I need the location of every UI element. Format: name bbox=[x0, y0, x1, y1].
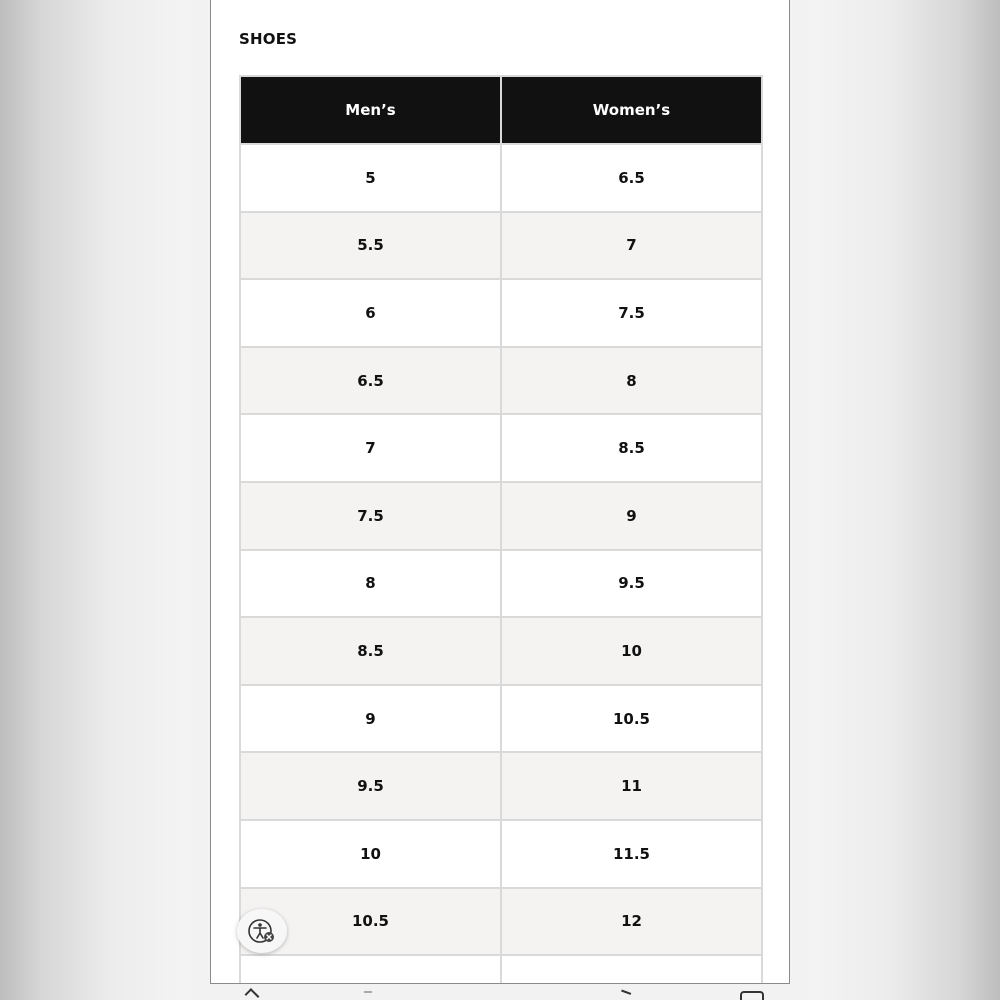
table-row bbox=[240, 212, 762, 280]
cell-mens-size: 7.5 bbox=[240, 482, 501, 550]
cell-mens-size: 5.5 bbox=[240, 212, 501, 280]
cell-mens-size: 7 bbox=[240, 414, 501, 482]
cell-womens-size: 8.5 bbox=[501, 414, 762, 482]
size-chart-panel bbox=[210, 0, 790, 984]
bottom-toolbar bbox=[0, 985, 1000, 1000]
table-row bbox=[240, 144, 762, 212]
cell-womens-size: 7 bbox=[501, 212, 762, 280]
toolbar-icon[interactable] bbox=[245, 988, 260, 1000]
cell-mens-size: 9 bbox=[240, 685, 501, 753]
cell-womens-size: 6.5 bbox=[501, 144, 762, 212]
cell-womens-size: 10.5 bbox=[501, 685, 762, 753]
cell-womens-size: 9.5 bbox=[501, 550, 762, 618]
cell-mens-size bbox=[240, 955, 501, 984]
table-row bbox=[240, 482, 762, 550]
header-womens: Women’s bbox=[501, 76, 762, 144]
toolbar-icon[interactable] bbox=[364, 991, 372, 1000]
cell-womens-size: 10 bbox=[501, 617, 762, 685]
cell-mens-size: 8 bbox=[240, 550, 501, 618]
table-row bbox=[240, 279, 762, 347]
table-row bbox=[240, 414, 762, 482]
table-row bbox=[240, 550, 762, 618]
table-row bbox=[240, 347, 762, 415]
table-row bbox=[240, 617, 762, 685]
cell-womens-size: 11.5 bbox=[501, 820, 762, 888]
cell-womens-size: 9 bbox=[501, 482, 762, 550]
accessibility-icon bbox=[247, 916, 277, 946]
cell-mens-size: 10.5 bbox=[240, 888, 501, 956]
table-row bbox=[240, 888, 762, 956]
section-title: SHOES bbox=[239, 30, 298, 48]
cell-womens-size: 7.5 bbox=[501, 279, 762, 347]
cell-mens-size: 10 bbox=[240, 820, 501, 888]
header-mens: Men’s bbox=[240, 76, 501, 144]
toolbar-icon[interactable] bbox=[740, 991, 764, 1000]
table-row bbox=[240, 820, 762, 888]
cell-womens-size: 8 bbox=[501, 347, 762, 415]
table-header-row bbox=[240, 76, 762, 144]
cell-mens-size: 8.5 bbox=[240, 617, 501, 685]
size-table bbox=[239, 75, 763, 984]
toolbar-icon[interactable] bbox=[619, 990, 631, 1000]
cell-mens-size: 9.5 bbox=[240, 752, 501, 820]
cell-mens-size: 5 bbox=[240, 144, 501, 212]
table-body bbox=[240, 144, 762, 984]
table-row bbox=[240, 955, 762, 984]
cell-womens-size bbox=[501, 955, 762, 984]
cell-womens-size: 11 bbox=[501, 752, 762, 820]
cell-womens-size: 12 bbox=[501, 888, 762, 956]
cell-mens-size: 6 bbox=[240, 279, 501, 347]
table-row bbox=[240, 752, 762, 820]
cell-mens-size: 6.5 bbox=[240, 347, 501, 415]
table-row bbox=[240, 685, 762, 753]
accessibility-button[interactable] bbox=[237, 909, 287, 953]
